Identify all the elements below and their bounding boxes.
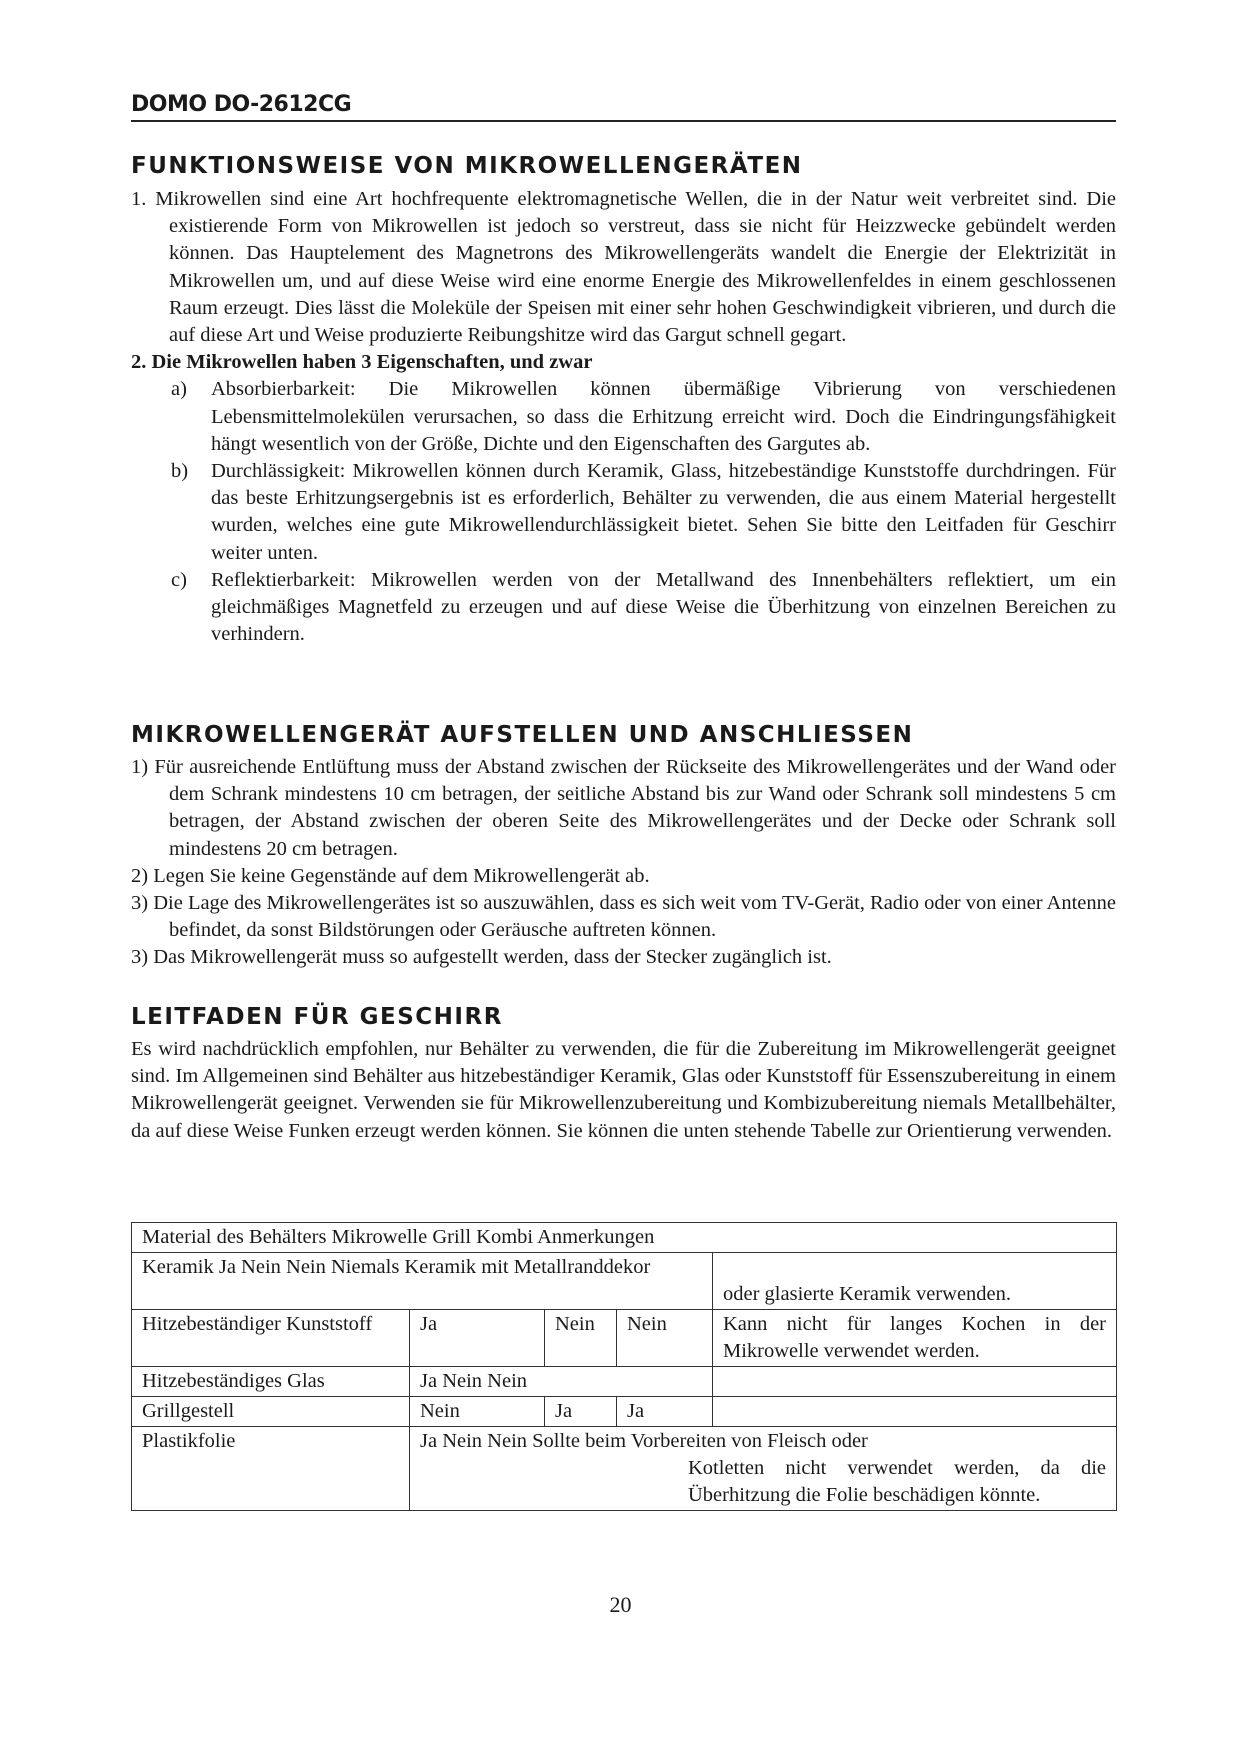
section-title-geschirr: LEITFADEN FÜR GESCHIRR bbox=[131, 1004, 503, 1030]
table-cell bbox=[713, 1253, 1117, 1310]
table-cell-note: Kotletten nicht verwendet werden, da die Überhitzung die Folie beschädigen könnte. bbox=[688, 1457, 1106, 1506]
subitem-c bbox=[131, 567, 1116, 649]
table-cell bbox=[713, 1367, 1117, 1397]
subitem-a bbox=[131, 376, 1116, 458]
geschirr-table bbox=[131, 1222, 1117, 1511]
table-cell: Ja bbox=[545, 1397, 617, 1427]
table-cell-note: oder glasierte Keramik verwenden. bbox=[723, 1283, 1012, 1305]
table-header-row bbox=[132, 1223, 1117, 1253]
table-row bbox=[132, 1310, 1117, 1367]
item-1: 1. Mikrowellen sind eine Art hochfrequente elektromagnetische Wellen, die in der Natur weit verbreitet sind. Die existierende Form von Mikrowellen ist jedoch so verstreut, dass sie nicht für Heizzwecke gebündelt werden können. Das Hauptelement des Magnetrons des Mikrowellengeräts wandelt die Energie der Elektrizität in Mikrowellen um, und auf diese Weise wird eine enorme Energie des Mikrowellenfeldes in einem geschlossenen Raum erzeugt. Dies lässt die Moleküle der Speisen mit einer sehr hohen Geschwindigkeit vibrieren, und durch die auf diese Art und Weise produzierte Reibungshitze wird das Gargut schnell gegart. bbox=[131, 188, 1116, 347]
table-row bbox=[132, 1427, 1117, 1511]
subitem-b bbox=[131, 458, 1116, 567]
table-cell: Nein bbox=[545, 1310, 617, 1367]
subitem-b-text: Durchlässigkeit: Mikrowellen können durch Keramik, Glass, hitzebeständige Kunststoffe durchdringen. Für das beste Erhitzungsergebnis ist es erforderlich, Behälter zu verwenden, die aus einem Material hergestellt wurden, welches eine gute Mikrowellendurchlässigkeit bietet. Sehen Sie bitte den Leitfaden für Geschirr weiter unten. bbox=[211, 460, 1116, 564]
item-2-heading: 2. Die Mikrowellen haben 3 Eigenschaften, und zwar bbox=[131, 351, 593, 374]
install-item-1: 1) Für ausreichende Entlüftung muss der Abstand zwischen der Rückseite des Mikrowellengerätes und der Wand oder dem Schrank mindestens 10 cm betragen, der seitliche Abstand bis zur Wand oder Schrank soll mindestens 5 cm betragen, der Abstand zwischen der oberen Seite des Mikrowellengerätes und der Decke oder Schrank soll mindestens 20 cm betragen. bbox=[131, 756, 1116, 860]
section-geschirr bbox=[131, 1036, 1116, 1145]
table-cell-text: Ja Nein Nein Sollte beim Vorbereiten von Fleisch oder bbox=[420, 1430, 868, 1452]
table-cell bbox=[410, 1427, 1117, 1511]
table-cell: Ja Nein Nein bbox=[410, 1367, 713, 1397]
table-cell: Ja bbox=[410, 1310, 545, 1367]
document-header bbox=[131, 92, 1116, 122]
table-header-cell: Material des Behälters Mikrowelle Grill Kombi Anmerkungen bbox=[132, 1223, 1117, 1253]
table-row bbox=[132, 1397, 1117, 1427]
table-cell: Ja bbox=[617, 1397, 713, 1427]
table-cell: Plastikfolie bbox=[132, 1427, 410, 1511]
table-row bbox=[132, 1253, 1117, 1310]
page-number: 20 bbox=[609, 1592, 632, 1617]
section-aufstellen bbox=[131, 754, 1116, 972]
section-title-funktionsweise: FUNKTIONSWEISE VON MIKROWELLENGERÄTEN bbox=[131, 153, 803, 179]
table-cell: Nein bbox=[410, 1397, 545, 1427]
section-funktionsweise bbox=[131, 186, 1116, 648]
table-row bbox=[132, 1367, 1117, 1397]
table-cell: Keramik Ja Nein Nein Niemals Keramik mit Metallranddekor bbox=[132, 1253, 713, 1310]
table-cell bbox=[713, 1397, 1117, 1427]
section-title-aufstellen: MIKROWELLENGERÄT AUFSTELLEN UND ANSCHLIESSEN bbox=[131, 722, 914, 748]
install-item-2: 2) Legen Sie keine Gegenstände auf dem Mikrowellengerät ab. bbox=[131, 864, 650, 887]
geschirr-paragraph: Es wird nachdrücklich empfohlen, nur Behälter zu verwenden, die für die Zubereitung im Mikrowellengerät geeignet sind. Im Allgemeinen sind Behälter aus hitzebeständiger Keramik, Glas oder Kunststoff für Essenszubereitung in einem Mikrowellengerät geeignet. Verwenden sie für Mikrowellenzubereitung und Kombizubereitung niemals Metallbehälter, da auf diese Weise Funken erzeugt werden können. Sie können die unten stehende Tabelle zur Orientierung verwenden. bbox=[131, 1038, 1116, 1142]
install-item-4: 3) Das Mikrowellengerät muss so aufgestellt werden, dass der Stecker zugänglich ist. bbox=[131, 946, 832, 969]
table-cell: Kann nicht für langes Kochen in der Mikrowelle verwendet werden. bbox=[713, 1310, 1117, 1367]
header-title: DOMO DO-2612CG bbox=[131, 92, 352, 117]
subitem-c-text: Reflektierbarkeit: Mikrowellen werden von der Metallwand des Innenbehälters reflektiert, um ein gleichmäßiges Magnetfeld zu erzeugen und auf diese Weise die Überhitzung von einzelnen Bereichen zu verhindern. bbox=[211, 568, 1116, 646]
table-cell: Hitzebeständiges Glas bbox=[132, 1367, 410, 1397]
subitem-b-label: b) bbox=[171, 460, 189, 483]
table-cell: Grillgestell bbox=[132, 1397, 410, 1427]
subitem-a-label: a) bbox=[171, 378, 187, 401]
install-item-3: 3) Die Lage des Mikrowellengerätes ist so auszuwählen, dass es sich weit vom TV-Gerät, Radio oder von einer Antenne befindet, da sonst Bildstörungen oder Geräusche auftreten können. bbox=[131, 892, 1116, 942]
subitem-c-label: c) bbox=[171, 568, 187, 591]
subitem-a-text: Absorbierbarkeit: Die Mikrowellen können übermäßige Vibrierung von verschiedenen Lebensmittelmolekülen verursachen, so dass die Erhitzung erreicht wird. Doch die Eindringungsfähigkeit hängt wesentlich von der Größe, Dichte und den Eigenschaften des Gargutes ab. bbox=[211, 378, 1116, 455]
table-cell: Hitzebeständiger Kunststoff bbox=[132, 1310, 410, 1367]
table-cell: Nein bbox=[617, 1310, 713, 1367]
